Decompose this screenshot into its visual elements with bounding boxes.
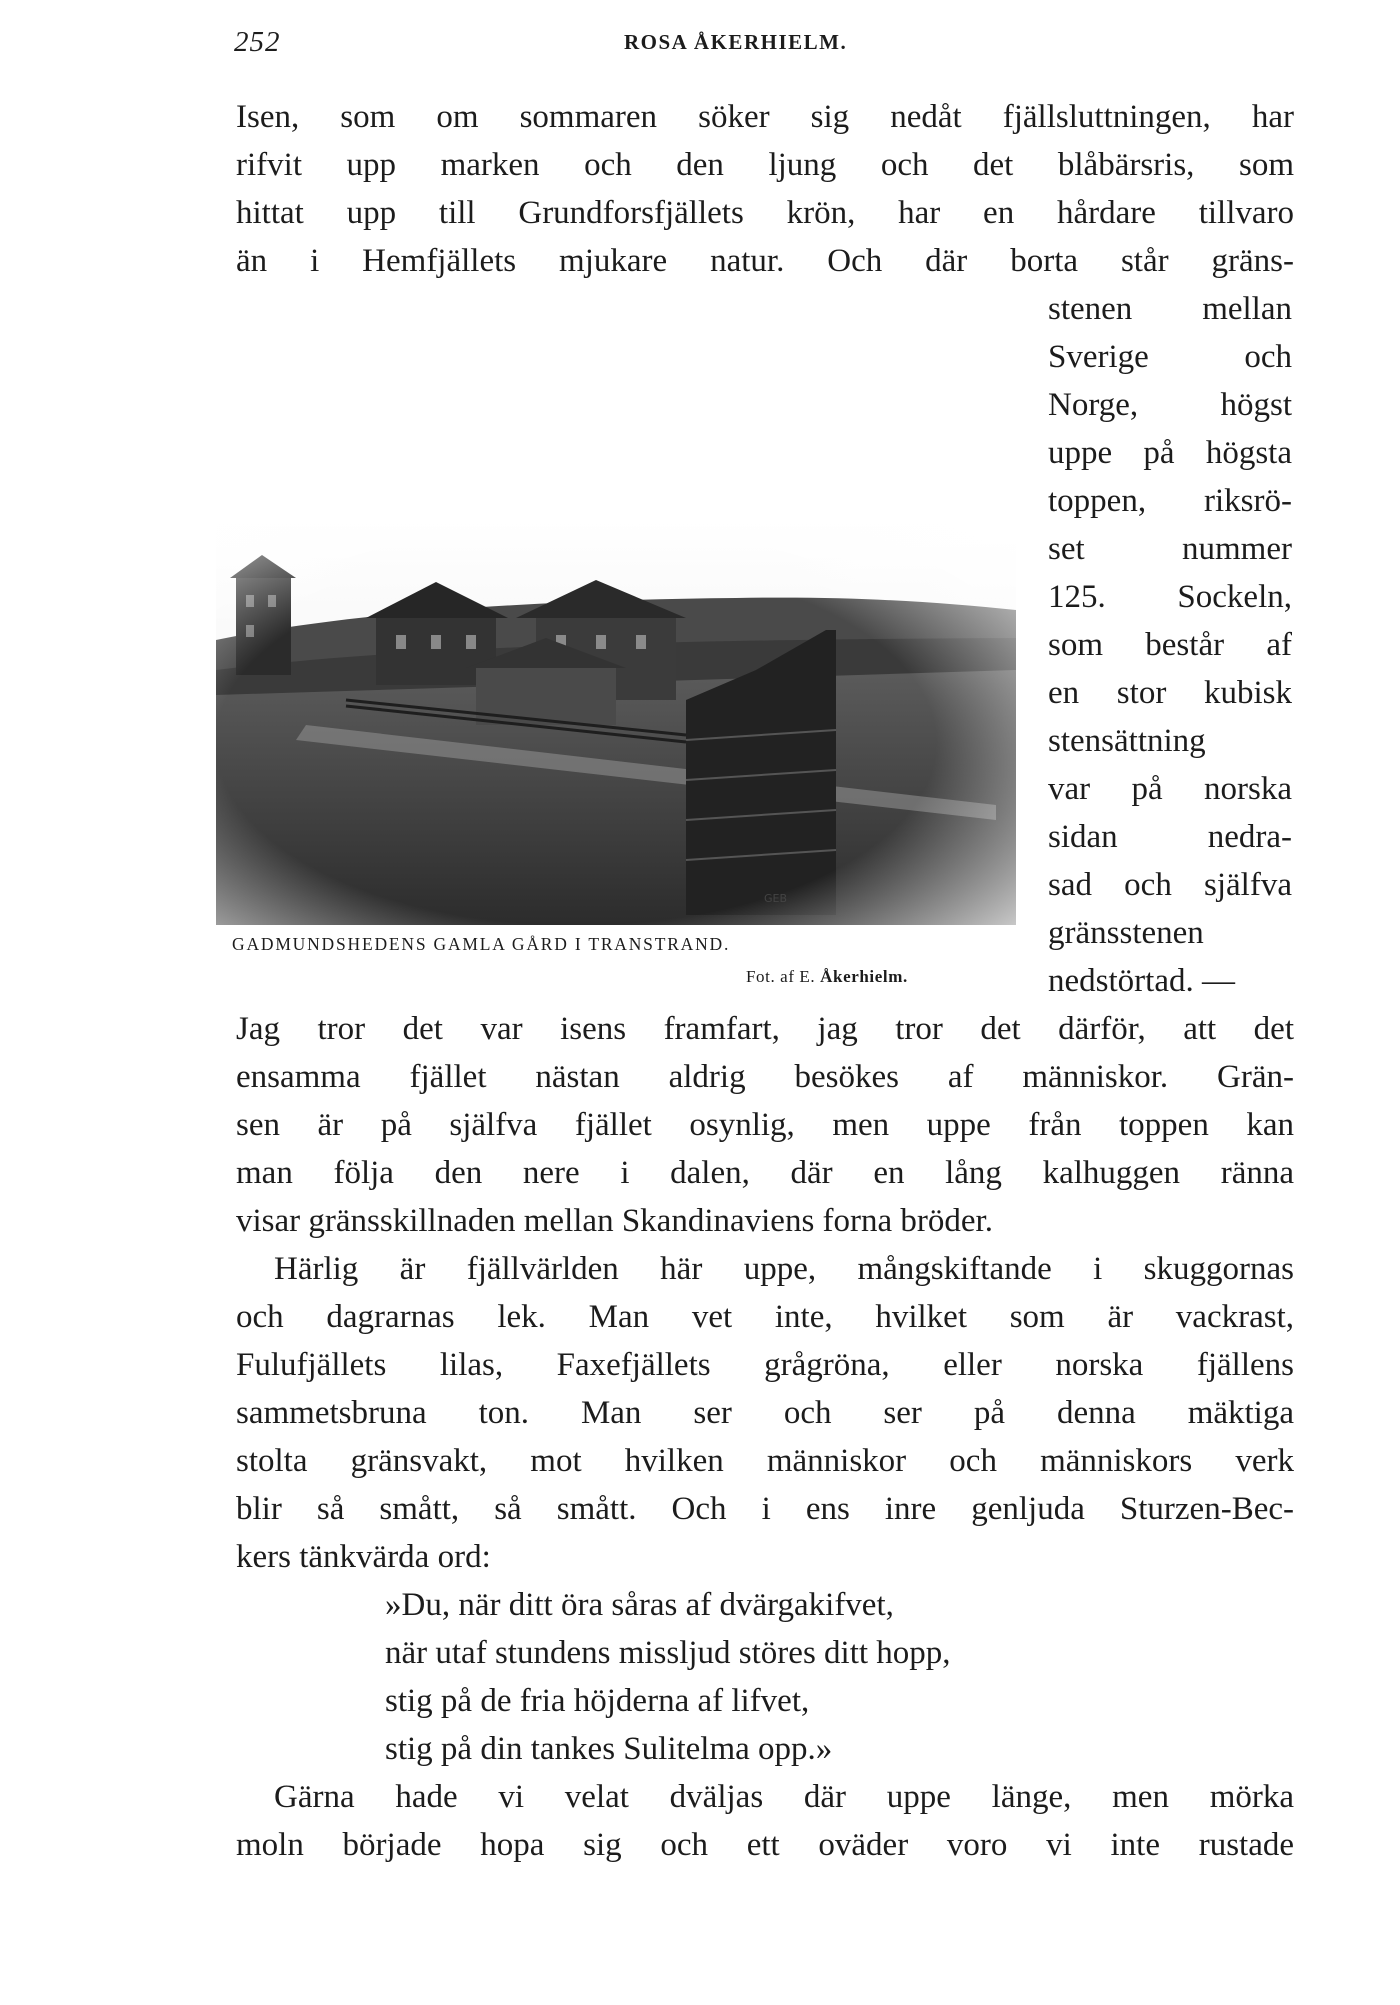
text-line: gränsstenen — [1048, 915, 1204, 951]
running-title: ROSA ÅKERHIELM. — [624, 30, 848, 54]
text-line: stenen mellan — [1048, 291, 1292, 327]
farm-photograph — [216, 520, 1016, 925]
text-line: som består af — [1048, 627, 1292, 663]
running-head — [234, 26, 1292, 66]
text-line: sidan nedra- — [1048, 819, 1292, 855]
verse-line: stig på de fria höjderna af lifvet, — [385, 1683, 810, 1719]
text-line: Norge, högst — [1048, 387, 1292, 423]
text-line: blir så smått, så smått. Och i ens inre genljuda Sturzen-Bec- — [236, 1491, 1294, 1527]
text-line: Jag tror det var isens framfart, jag tror det därför, att det — [236, 1011, 1294, 1047]
text-line: 125. Sockeln, — [1048, 579, 1292, 615]
credit-name: Åkerhielm. — [820, 967, 908, 986]
text-line: visar gränsskillnaden mellan Skandinaviens forna bröder. — [236, 1203, 993, 1239]
verse-line: när utaf stundens missljud störes ditt hopp, — [385, 1635, 951, 1671]
text-line: stolta gränsvakt, mot hvilken människor och människors verk — [236, 1443, 1294, 1479]
photo-credit — [746, 967, 908, 987]
text-line: hittat upp till Grundforsfjällets krön, har en hårdare tillvaro — [236, 195, 1294, 231]
text-line: Gärna hade vi velat dväljas där uppe länge, men mörka — [274, 1779, 1294, 1815]
text-line: ensamma fjället nästan aldrig besökes af människor. Grän- — [236, 1059, 1294, 1095]
text-line: stensättning — [1048, 723, 1206, 759]
text-line: var på norska — [1048, 771, 1292, 807]
text-line: Härlig är fjällvärlden här uppe, mångskiftande i skuggornas — [274, 1251, 1294, 1287]
verse-line: »Du, när ditt öra såras af dvärgakifvet, — [385, 1587, 894, 1623]
photo-caption: GADMUNDSHEDENS GAMLA GÅRD I TRANSTRAND. — [232, 934, 731, 954]
text-line: Sverige och — [1048, 339, 1292, 375]
text-line: Fulufjällets lilas, Faxefjällets grågröna, eller norska fjällens — [236, 1347, 1294, 1383]
text-line: nedstörtad. — — [1048, 963, 1235, 999]
text-line: sammetsbruna ton. Man ser och ser på denna mäktiga — [236, 1395, 1294, 1431]
engraver-mark: GEB — [764, 892, 788, 905]
text-line: moln började hopa sig och ett oväder voro vi inte rustade — [236, 1827, 1294, 1863]
text-line: set nummer — [1048, 531, 1292, 567]
farmstead-illustration — [216, 520, 1016, 925]
credit-prefix: Fot. af E. — [746, 967, 816, 986]
text-line: uppe på högsta — [1048, 435, 1292, 471]
page-number: 252 — [234, 26, 281, 58]
text-line: sad och själfva — [1048, 867, 1292, 903]
text-line: sen är på själfva fjället osynlig, men uppe från toppen kan — [236, 1107, 1294, 1143]
text-line: Isen, som om sommaren söker sig nedåt fjällsluttningen, har — [236, 99, 1294, 135]
text-line: toppen, riksrö- — [1048, 483, 1292, 519]
verse-line: stig på din tankes Sulitelma opp.» — [385, 1731, 833, 1767]
text-line: en stor kubisk — [1048, 675, 1292, 711]
text-line: än i Hemfjällets mjukare natur. Och där borta står gräns- — [236, 243, 1294, 279]
text-line: man följa den nere i dalen, där en lång kalhuggen ränna — [236, 1155, 1294, 1191]
text-line: kers tänkvärda ord: — [236, 1539, 491, 1575]
text-line: rifvit upp marken och den ljung och det blåbärsris, som — [236, 147, 1294, 183]
text-line: och dagrarnas lek. Man vet inte, hvilket som är vackrast, — [236, 1299, 1294, 1335]
